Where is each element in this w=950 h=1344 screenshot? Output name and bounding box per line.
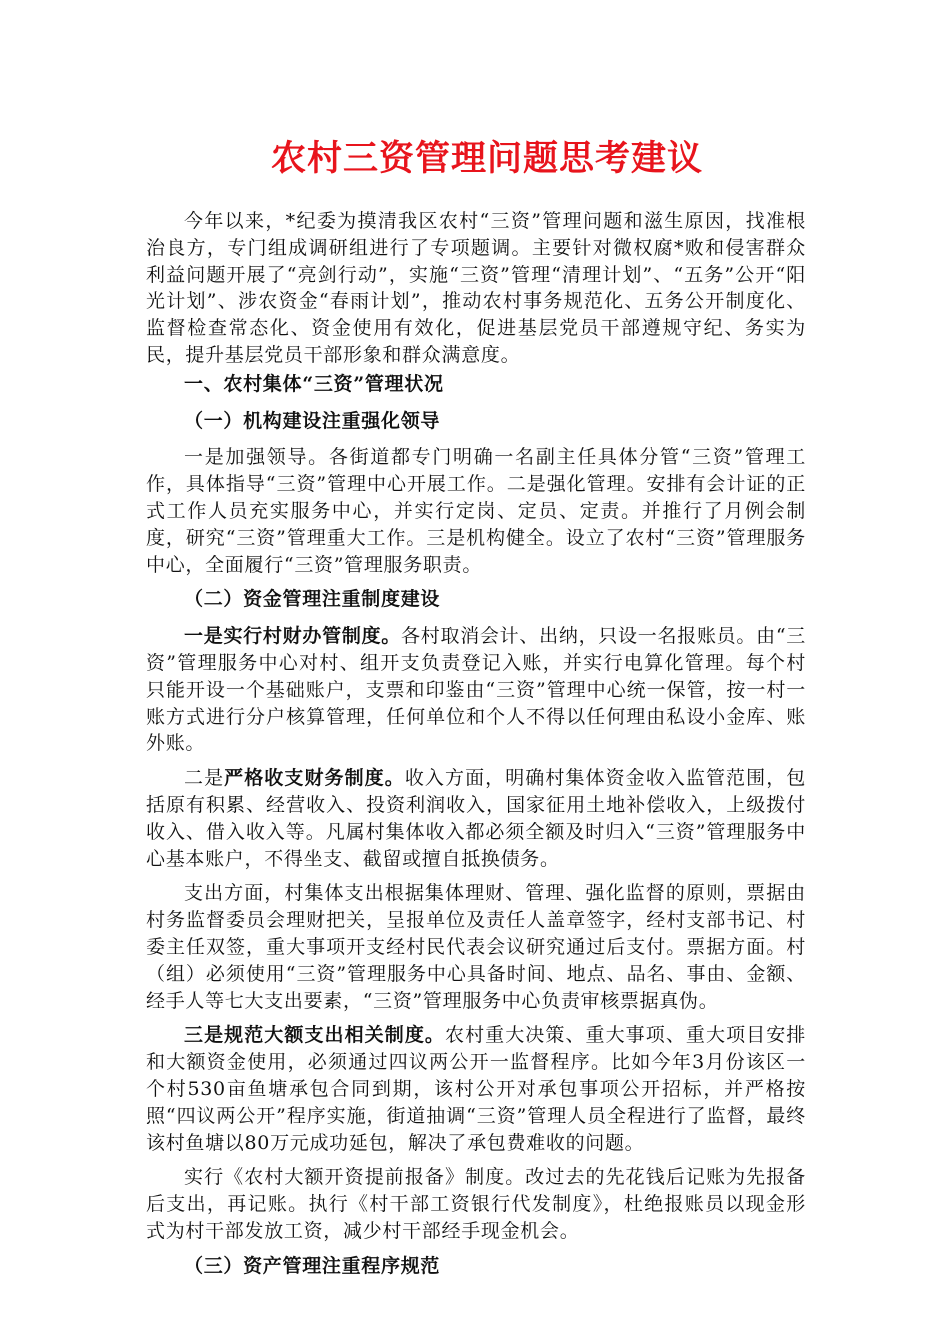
- paragraph-large-expenditure: [146, 1022, 806, 1156]
- section-heading-1: 一、农村集体“三资”管理状况: [184, 372, 444, 395]
- paragraph-expenditure: 支出方面，村集体支出根据集体理财、管理、强化监督的原则，票据由村务监督委员会理财把关，呈报单位及责任人盖章签字，经村支部书记、村委主任双签，重大事项开支经村民代表会议研究通过后支付。票据方面。村（组）必须使用“三资”管理服务中心具备时间、地点、品名、事由、金额、经手人等七大支出要素，“三资”管理服务中心负责审核票据真伪。: [146, 882, 806, 1012]
- document-page: [146, 130, 806, 1289]
- subsection-heading-1: （一）机构建设注重强化领导: [184, 409, 441, 432]
- paragraph-prefix: 二是: [184, 767, 225, 790]
- subsection-heading-3: （三）资产管理注重程序规范: [184, 1254, 441, 1277]
- paragraph-body: 农村重大决策、重大事项、重大项目安排和大额资金使用，必须通过四议两公开一监督程序。比如今年3月份该区一个村530亩鱼塘承包合同到期，该村公开对承包事项公开招标，并严格按照“四议两公开”程序实施，街道抽调“三资”管理人员全程进行了监督，最终该村鱼塘以80万元成功延包，解决了承包费难收的问题。: [146, 1024, 806, 1154]
- paragraph-advance-report: 实行《农村大额开资提前报备》制度。改过去的先花钱后记账为先报备后支出，再记账。执行《村干部工资银行代发制度》，杜绝报账员以现金形式为村干部发放工资，减少村干部经手现金机会。: [146, 1166, 806, 1242]
- intro-paragraph: 今年以来，*纪委为摸清我区农村“三资”管理问题和滋生原因，找准根治良方，专门组成调研组进行了专项题调。主要针对微权腐*败和侵害群众利益问题开展了“亮剑行动”，实施“三资”管理“清理计划”、“五务”公开“阳光计划”、涉农资金“春雨计划”，推动农村事务规范化、五务公开制度化、监督检查常态化、资金使用有效化，促进基层党员干部遵规守纪、务实为民，提升基层党员干部形象和群众满意度。: [146, 210, 806, 366]
- paragraph-lead-bold: 一是实行村财办管制度。: [184, 625, 402, 648]
- paragraph-body: 收入方面，明确村集体资金收入监管范围，包括原有积累、经营收入、投资利润收入，国家征用土地补偿收入，上级拨付收入、借入收入等。凡属村集体收入都必须全额及时归入“三资”管理服务中心基本账户，不得坐支、截留或擅自抵换债务。: [146, 767, 806, 870]
- subsection-heading-2: （二）资金管理注重制度建设: [184, 588, 441, 611]
- paragraph-income-expense: [146, 765, 806, 872]
- paragraph-lead-bold: 三是规范大额支出相关制度。: [184, 1024, 445, 1047]
- paragraph-body: 各村取消会计、出纳，只设一名报账员。由“三资”管理服务中心对村、组开支负责登记入账，并实行电算化管理。每个村只能开设一个基础账户，支票和印鉴由“三资”管理中心统一保管，按一村一账方式进行分户核算管理，任何单位和个人不得以任何理由私设小金库、账外账。: [146, 625, 806, 755]
- paragraph-organization: 一是加强领导。各街道都专门明确一名副主任具体分管“三资”管理工作，具体指导“三资”管理中心开展工作。二是强化管理。安排有会计证的正式工作人员充实服务中心，并实行定岗、定员、定责。并推行了月例会制度，研究“三资”管理重大工作。三是机构健全。设立了农村“三资”管理服务中心，全面履行“三资”管理服务职责。: [146, 446, 806, 576]
- paragraph-village-finance: [146, 623, 806, 757]
- paragraph-lead-bold: 严格收支财务制度。: [224, 767, 405, 790]
- document-title: 农村三资管理问题思考建议: [270, 138, 703, 179]
